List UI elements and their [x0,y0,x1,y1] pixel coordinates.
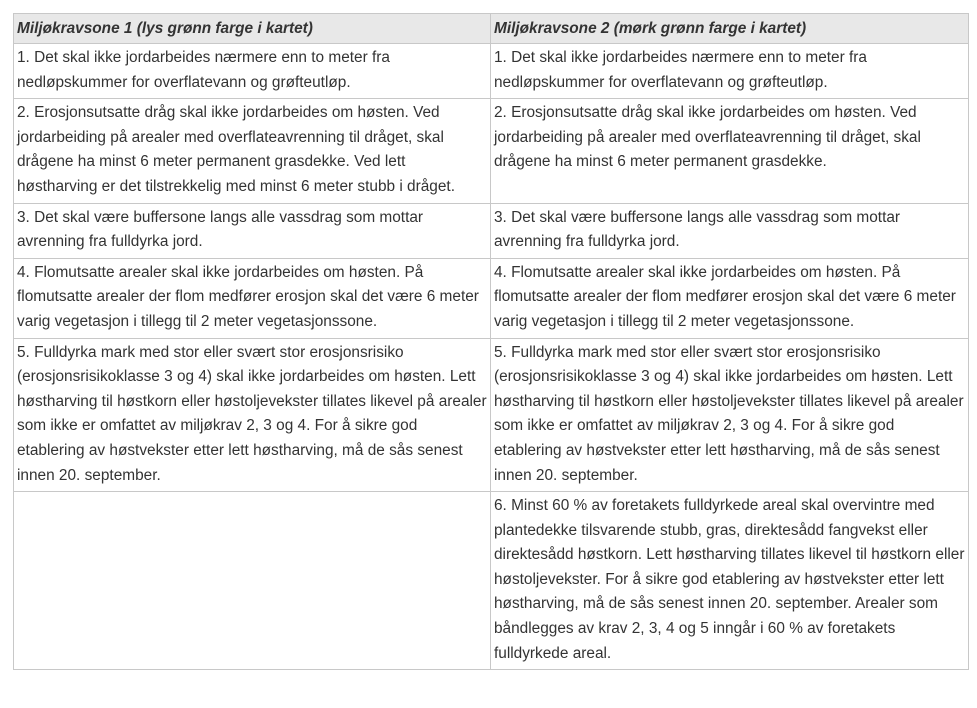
header-zone-1: Miljøkravsone 1 (lys grønn farge i kartet) [14,14,491,44]
requirements-table-container [13,13,969,670]
requirements-table [13,13,969,670]
zone-1-requirement-3: 3. Det skal være buffersone langs alle vassdrag som mottar avrenning fra fulldyrka jord. [14,203,491,258]
header-zone-2: Miljøkravsone 2 (mørk grønn farge i kartet) [491,14,969,44]
table-row [14,258,969,338]
zone-1-empty-cell [14,492,491,670]
table-row [14,203,969,258]
zone-1-requirement-4: 4. Flomutsatte arealer skal ikke jordarbeides om høsten. På flomutsatte arealer der flom medfører erosjon skal det være 6 meter varig vegetasjon i tillegg til 2 meter vegetasjonssone. [14,258,491,338]
zone-1-requirement-2: 2. Erosjonsutsatte dråg skal ikke jordarbeides om høsten. Ved jordarbeiding på arealer med overflateavrenning til dråget, skal drågene ha minst 6 meter permanent grasdekke. Ved lett høstharving er det tilstrekkelig med minst 6 meter stubb i dråget. [14,99,491,203]
table-header-row [14,14,969,44]
zone-2-requirement-1: 1. Det skal ikke jordarbeides nærmere enn to meter fra nedløpskummer for overflatevann og grøfteutløp. [491,44,969,99]
zone-2-requirement-5: 5. Fulldyrka mark med stor eller svært stor erosjonsrisiko (erosjonsrisikoklasse 3 og 4) skal ikke jordarbeides om høsten. Lett høstharving til høstkorn eller høstoljevekster tillates likevel på arealer som ikke er omfattet av miljøkrav 2, 3 og 4. For å sikre god etablering av høstvekster etter lett høstharving, må de sås senest innen 20. september. [491,338,969,492]
zone-2-requirement-2: 2. Erosjonsutsatte dråg skal ikke jordarbeides om høsten. Ved jordarbeiding på arealer med overflateavrenning til dråget, skal drågene ha minst 6 meter permanent grasdekke. [491,99,969,203]
zone-2-requirement-4: 4. Flomutsatte arealer skal ikke jordarbeides om høsten. På flomutsatte arealer der flom medfører erosjon skal det være 6 meter varig vegetasjon i tillegg til 2 meter vegetasjonssone. [491,258,969,338]
zone-1-requirement-1: 1. Det skal ikke jordarbeides nærmere enn to meter fra nedløpskummer for overflatevann og grøfteutløp. [14,44,491,99]
table-row [14,492,969,670]
table-row [14,99,969,203]
zone-2-requirement-6: 6. Minst 60 % av foretakets fulldyrkede areal skal overvintre med plantedekke tilsvarende stubb, gras, direktesådd fangvekst eller direktesådd høstkorn. Lett høstharving tillates likevel til høstkorn eller høstoljevekster. For å sikre god etablering av høstvekster etter lett høstharving, må de sås senest innen 20. september. Arealer som båndlegges av krav 2, 3, 4 og 5 inngår i 60 % av foretakets fulldyrkede areal. [491,492,969,670]
zone-2-requirement-3: 3. Det skal være buffersone langs alle vassdrag som mottar avrenning fra fulldyrka jord. [491,203,969,258]
table-row [14,44,969,99]
zone-1-requirement-5: 5. Fulldyrka mark med stor eller svært stor erosjonsrisiko (erosjonsrisikoklasse 3 og 4) skal ikke jordarbeides om høsten. Lett høstharving til høstkorn eller høstoljevekster tillates likevel på arealer som ikke er omfattet av miljøkrav 2, 3 og 4. For å sikre god etablering av høstvekster etter lett høstharving, må de sås senest innen 20. september. [14,338,491,492]
table-row [14,338,969,492]
